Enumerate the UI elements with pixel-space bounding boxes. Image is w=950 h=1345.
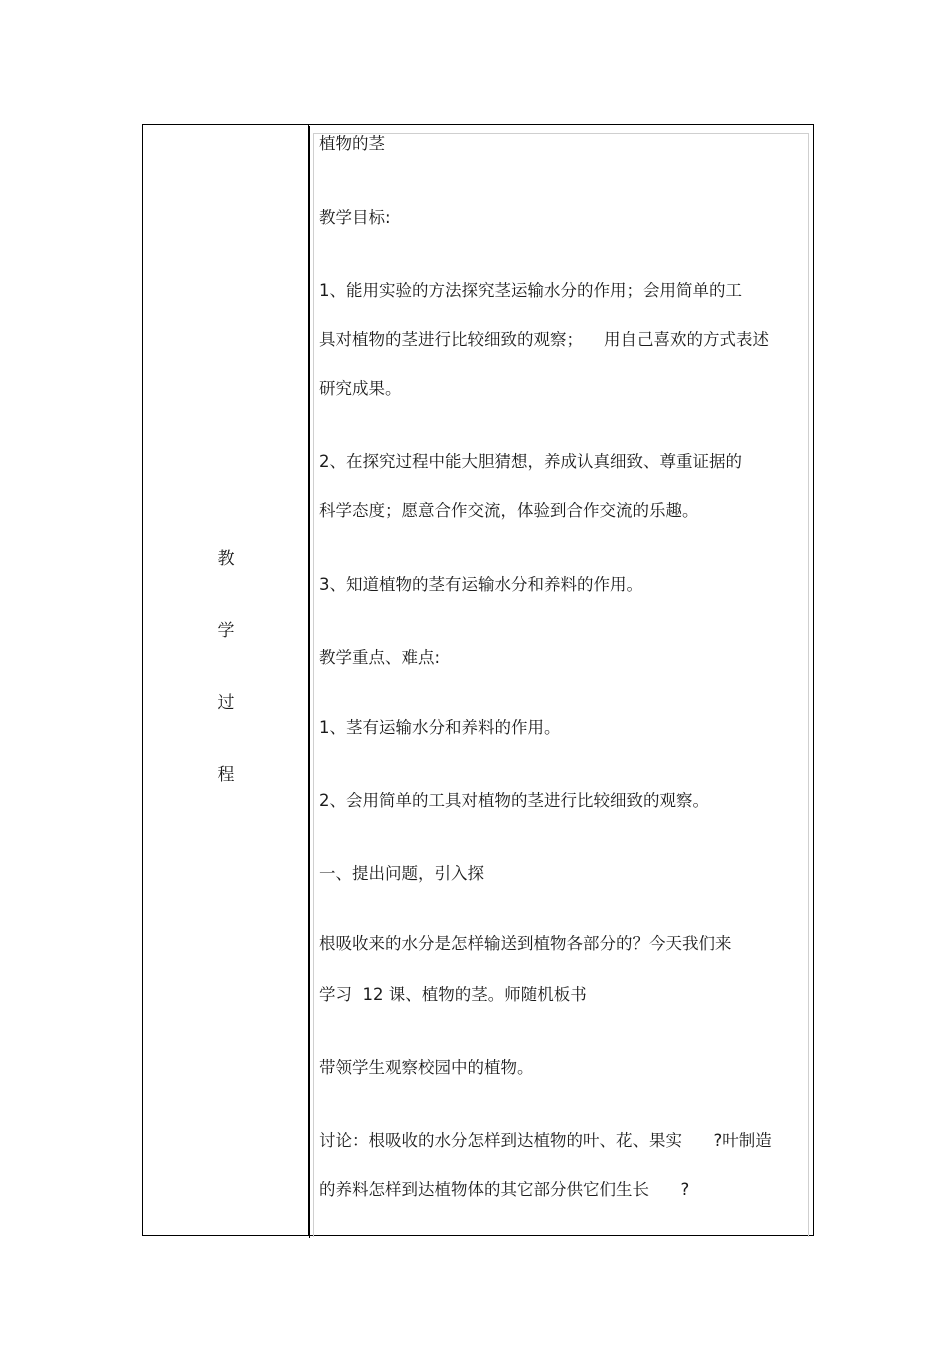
paragraph-line: 的养料怎样到达植物体的其它部分供它们生长 ?: [319, 1180, 690, 1199]
paragraph-line: 科学态度；愿意合作交流，体验到合作交流的乐趣。: [319, 501, 699, 520]
section-label-column: [143, 125, 309, 1235]
paragraph-line: 研究成果。: [319, 379, 402, 398]
section-label-char: 教: [217, 549, 235, 569]
section-heading: 教学重点、难点:: [319, 648, 441, 667]
section-heading: 教学目标:: [319, 208, 391, 227]
paragraph-line: 3、知道植物的茎有运输水分和养料的作用。: [319, 575, 643, 594]
paragraph-line: 根吸收来的水分是怎样输送到植物各部分的？今天我们来: [319, 934, 732, 953]
paragraph-line: 1、能用实验的方法探究茎运输水分的作用；会用简单的工: [319, 281, 742, 300]
paragraph-line: 学习 12 课、植物的茎。师随机板书: [319, 985, 587, 1004]
section-label-char: 过: [217, 693, 235, 713]
paragraph-line: 2、在探究过程中能大胆猜想，养成认真细致、尊重证据的: [319, 452, 742, 471]
section-label-char: 程: [217, 765, 235, 785]
paragraph-line: 1、茎有运输水分和养料的作用。: [319, 718, 561, 737]
section-label-char: 学: [217, 621, 235, 641]
column-divider: [309, 126, 310, 1238]
section-heading: 一、提出问题，引入探: [319, 864, 484, 883]
paragraph-line: 具对植物的茎进行比较细致的观察； 用自己喜欢的方式表述: [319, 330, 769, 349]
lesson-table: [142, 124, 814, 1236]
paragraph-line: 2、会用简单的工具对植物的茎进行比较细致的观察。: [319, 791, 709, 810]
paragraph-line: 带领学生观察校园中的植物。: [319, 1058, 534, 1077]
lesson-title: 植物的茎: [319, 134, 385, 153]
paragraph-line: 讨论：根吸收的水分怎样到达植物的叶、花、果实 ?叶制造: [319, 1131, 772, 1150]
